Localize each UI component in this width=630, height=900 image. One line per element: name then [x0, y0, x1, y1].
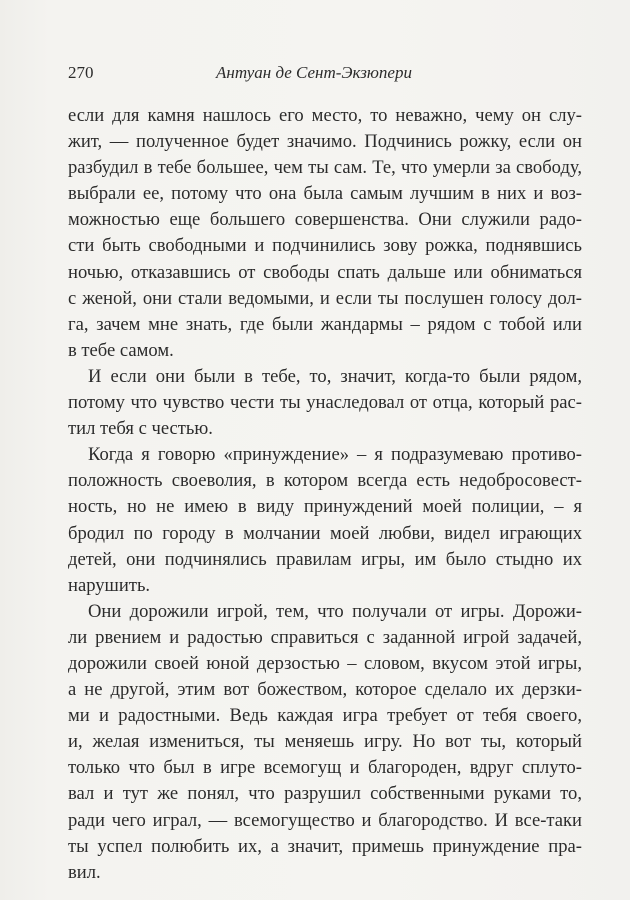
body-text	[68, 103, 582, 886]
text-line: с женой, они стали ведомыми, и если ты послушен голосу дол-	[68, 287, 582, 309]
text-line: если для камня нашлось его место, то неважно, чему он слу-	[68, 105, 582, 126]
text-line: жит, — полученное будет значимо. Подчинись рожку, если он	[68, 131, 582, 153]
text-line: ми и радостными. Ведь каждая игра требует от тебя своего,	[68, 705, 582, 727]
running-title: Антуан де Сент-Экзюпери	[216, 63, 412, 82]
text-line: Когда я говорю «принуждение» – я подразумеваю противо-	[88, 444, 582, 466]
text-line: вил.	[68, 861, 101, 883]
text-line: потому что чувство чести ты унаследовал от отца, который рас-	[68, 392, 582, 414]
text-line: дорожили своей юной дерзостью – словом, вкусом этой игры,	[68, 652, 582, 674]
text-line: сти быть свободными и подчинились зову рожка, поднявшись	[68, 235, 582, 257]
text-line: выбрали ее, потому что она была самым лучшим в них и воз-	[68, 183, 582, 205]
text-line: ты успел полюбить их, а значит, примешь принуждение пра-	[68, 835, 582, 857]
text-line: И если они были в тебе, то, значит, когда-то были рядом,	[88, 365, 582, 387]
text-line: детей, они подчинялись правилам игры, им было стыдно их	[68, 548, 582, 570]
paragraph	[68, 442, 582, 599]
text-line: га, зачем мне знать, где были жандармы – рядом с тобой или	[68, 313, 582, 335]
page-header	[68, 62, 560, 84]
text-line: положность своеволия, в котором всегда есть недобросовест-	[68, 470, 582, 492]
text-line: вал и тут же понял, что разрушил собственными руками то,	[68, 783, 582, 805]
text-line: только что был в игре всемогущ и благороден, вдруг сплуто-	[68, 757, 582, 779]
paragraph	[68, 364, 582, 442]
text-line: бродил по городу в молчании моей любви, видел играющих	[68, 522, 582, 544]
text-line: Они дорожили игрой, тем, что получали от игры. Дорожи-	[88, 600, 582, 622]
text-line: ность, но не имею в виду принуждений моей полиции, – я	[68, 496, 582, 518]
text-line: нарушить.	[68, 574, 151, 596]
text-line: разбудил в тебе большее, чем ты сам. Те, что умерли за свободу,	[68, 157, 582, 179]
text-line: тил тебя с честью.	[68, 418, 213, 440]
paragraph	[68, 599, 582, 886]
text-line: ради чего играл, — всемогущество и благородство. И все-таки	[68, 809, 582, 831]
text-line: ночью, отказавшись от свободы спать дальше или обниматься	[68, 261, 582, 283]
text-line: а не другой, этим вот божеством, которое сделало их дерзки-	[68, 679, 582, 701]
text-line: и, желая измениться, ты меняешь игру. Но вот ты, который	[68, 731, 582, 753]
text-line: ли рвением и радостью справиться с заданной игрой задачей,	[68, 626, 582, 648]
text-line: в тебе самом.	[68, 339, 174, 361]
page-number: 270	[68, 63, 94, 82]
text-line: можностью еще большего совершенства. Они служили радо-	[68, 209, 582, 231]
paragraph	[68, 103, 582, 364]
